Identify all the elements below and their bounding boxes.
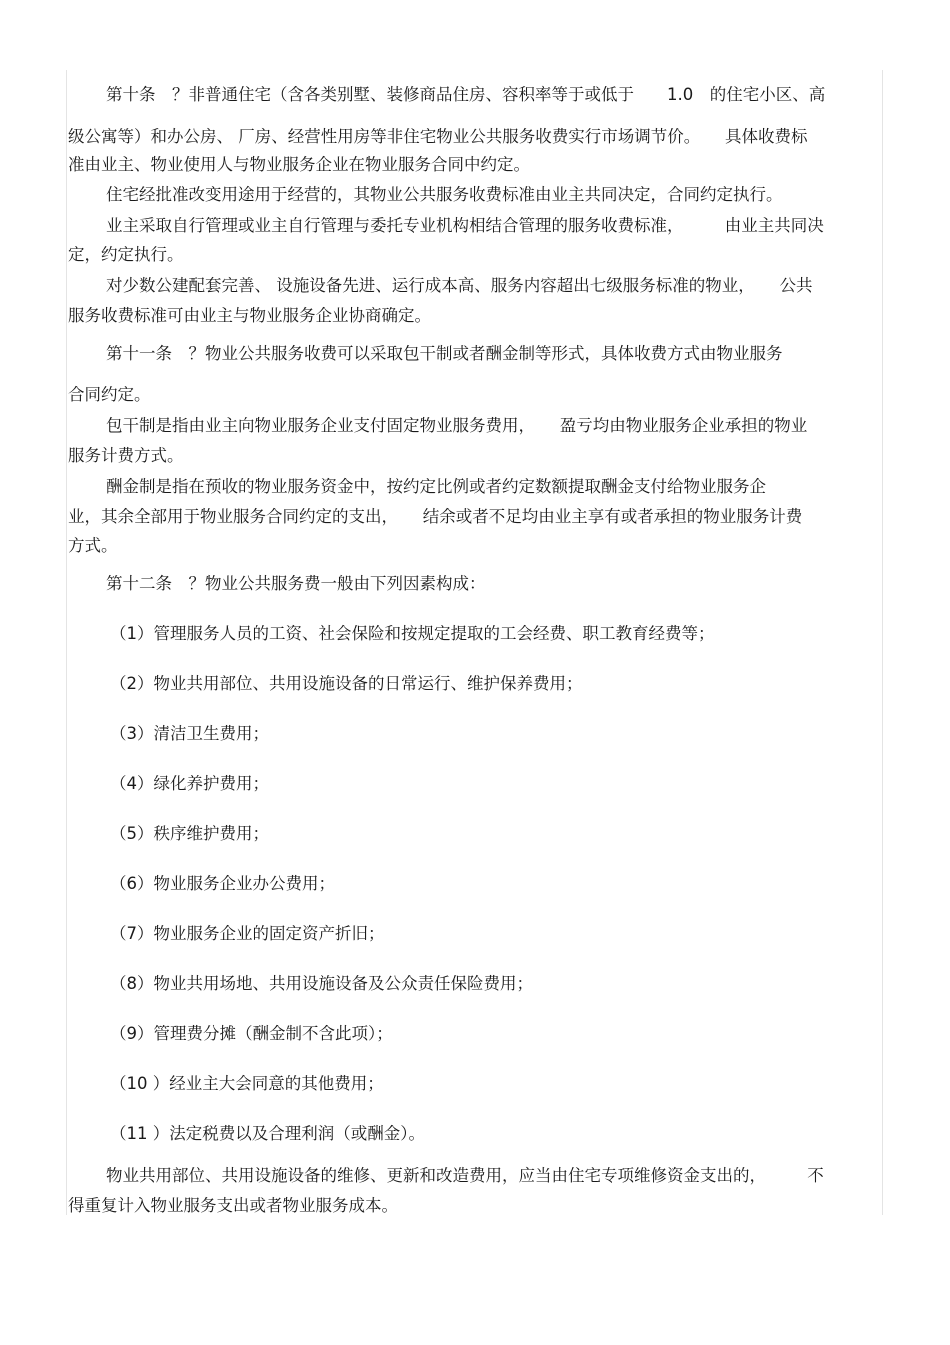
paragraph-premium-property-line-2: 服务收费标准可由业主与物业服务企业协商确定。: [68, 306, 431, 325]
paragraph-remuneration-line-1: 酬金制是指在预收的物业服务资金中，按约定比例或者约定数额提取酬金支付给物业服务企: [106, 477, 766, 496]
paragraph-self-management-line-2: 定，约定执行。: [68, 245, 184, 264]
page-border-left: [66, 70, 67, 1215]
closing-paragraph-line-2: 得重复计入物业服务支出或者物业服务成本。: [68, 1196, 398, 1215]
paragraph-lump-sum-line-1: 包干制是指由业主向物业服务企业支付固定物业服务费用， 盈亏均由物业服务企业承担的物业: [106, 416, 808, 435]
article-10-line-2: 级公寓等）和办公房、 厂房、经营性用房等非住宅物业公共服务收费实行市场调节价。 具体收费标: [68, 127, 808, 146]
article-10-line-1: 第十条 ？非普通住宅（含各类别墅、装修商品住房、容积率等于或低于 1.0 的住宅小区、高: [106, 85, 826, 104]
list-item: （2）物业共用部位、共用设施设备的日常运行、维护保养费用；: [110, 674, 583, 693]
paragraph-residential-change: 住宅经批准改变用途用于经营的，其物业公共服务收费标准由业主共同决定，合同约定执行。: [106, 185, 783, 204]
page-border-right: [882, 70, 883, 1215]
list-item: （9）管理费分摊（酬金制不含此项）；: [110, 1024, 393, 1043]
list-item: （5）秩序维护费用；: [110, 824, 269, 843]
paragraph-remuneration-line-3: 方式。: [68, 536, 118, 555]
list-item: （3）清洁卫生费用；: [110, 724, 269, 743]
list-item: （11 ）法定税费以及合理利润（或酬金）。: [110, 1124, 425, 1143]
article-11-line-2: 合同约定。: [68, 385, 151, 404]
list-item: （10 ）经业主大会同意的其他费用；: [110, 1074, 384, 1093]
article-10-line-3: 准由业主、物业使用人与物业服务企业在物业服务合同中约定。: [68, 155, 530, 174]
list-item: （7）物业服务企业的固定资产折旧；: [110, 924, 385, 943]
article-12-line-1: 第十二条 ？物业公共服务费一般由下列因素构成：: [106, 574, 486, 593]
paragraph-premium-property-line-1: 对少数公建配套完善、 设施设备先进、运行成本高、服务内容超出七级服务标准的物业， 公共: [106, 276, 813, 295]
paragraph-remuneration-line-2: 业，其余全部用于物业服务合同约定的支出， 结余或者不足均由业主享有或者承担的物业服务计费: [68, 507, 803, 526]
list-item: （8）物业共用场地、共用设施设备及公众责任保险费用；: [110, 974, 533, 993]
paragraph-self-management-line-1: 业主采取自行管理或业主自行管理与委托专业机构相结合管理的服务收费标准， 由业主共同决: [106, 216, 824, 235]
paragraph-lump-sum-line-2: 服务计费方式。: [68, 446, 184, 465]
list-item: （1）管理服务人员的工资、社会保险和按规定提取的工会经费、职工教育经费等；: [110, 624, 715, 643]
list-item: （6）物业服务企业办公费用；: [110, 874, 335, 893]
list-item: （4）绿化养护费用；: [110, 774, 269, 793]
closing-paragraph-line-1: 物业共用部位、共用设施设备的维修、更新和改造费用，应当由住宅专项维修资金支出的， 不: [106, 1166, 824, 1185]
article-11-line-1: 第十一条 ？物业公共服务收费可以采取包干制或者酬金制等形式，具体收费方式由物业服务: [106, 344, 783, 363]
